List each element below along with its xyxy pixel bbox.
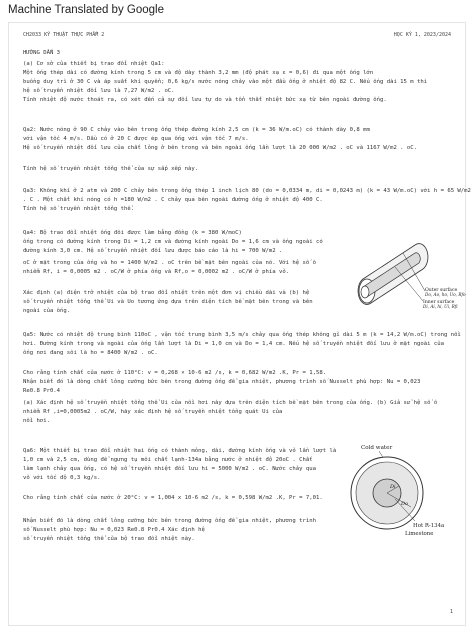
qa6-line: số truyền nhiệt tổng thể của bộ trao đổi nhiệt này. xyxy=(23,536,195,542)
limestone-label: Limestone xyxy=(405,531,434,537)
qa5-line: hơi. Đường kính trong và ngoài của ống lần lượt là Di = 1,0 cm và Do = 1,4 cm. Nếu hệ số truyền nhiệt đối lưu ở mặt ngoài của xyxy=(23,341,444,347)
hot-r134a-label: Hot R-134a xyxy=(413,523,445,529)
qa4-line: ngoài của ống. xyxy=(23,308,71,314)
outer-surface-label: Outer surface xyxy=(425,288,458,293)
qa3-line: . C . Một chất khí nóng có h =180 W/m2 . C chảy qua bên ngoài đường ống ở nhiệt độ 400 C. xyxy=(23,197,323,203)
qa5-line: Cho rằng tính chất của nước ở 110°C: v = 0,268 × 10-6 m2 /s, k = 0,682 W/m2 .K, Pr = 1,58. xyxy=(23,370,327,376)
qa1-line: (a) Cơ sở của thiết bị trao đổi nhiệt Qa1: xyxy=(23,61,165,67)
qa4-line: Qa4: Bộ trao đổi nhiệt ống đôi được làm bằng đồng (k = 380 W/moC) xyxy=(23,230,242,236)
qa6-line: Nhận biết đó là dòng chất lỏng cưỡng bức bên trong đường ống để gia nhiệt, phương trình xyxy=(23,518,316,524)
qa4-line: nhiễm Rf, i = 0,0005 m2 . oC/W ở phía ống và Rf,o = 0,0002 m2 . oC/W ở phía vỏ. xyxy=(23,269,290,275)
qa4-line: đường kính 3,0 cm. Hệ số truyền nhiệt đối lưu được báo cáo là hi = 700 W/m2 . xyxy=(23,248,283,254)
cold-water-label: Cold water xyxy=(361,445,393,451)
qa1-line: Một ống thép dài có đường kính trong 5 cm và độ dày thành 3,2 mm (độ phát xạ ε = 0,6) đi qua một ống lớn xyxy=(23,70,374,76)
qa5-line: nhiễm Rf ,i=0,0005m2 . oC/W, hãy xác định hệ số truyền nhiệt tổng quát Ui của xyxy=(23,409,283,415)
qa6-line: số Nusselt phù hợp: Nu = 0,023 Re0.8 Pr0.4 Xác định hệ xyxy=(23,527,205,533)
qa6-line: Cho rằng tính chất của nước ở 20°C: v = 1,004 x 10-6 m2 /s, k = 0,598 W/m2 .K, Pr = 7,01. xyxy=(23,495,323,501)
qa6-line: 1,0 cm và 2,5 cm, dùng để ngưng tụ môi chất lạnh-134a bằng nước ở nhiệt độ 20oC . Chất xyxy=(23,457,313,463)
di-label: Di xyxy=(390,484,396,490)
inner-surface-label: Inner surface xyxy=(423,300,455,305)
qa2-line: với vận tốc 4 m/s. Dầu có ở 20 C được ép qua ống với vận tốc 7 m/s. xyxy=(23,136,249,142)
section-title: HƯỚNG DẪN 3 xyxy=(23,50,61,56)
term-header: HỌC KỲ 1, 2023/2024 xyxy=(393,32,451,38)
double-pipe-exchanger-figure xyxy=(353,231,466,313)
qa1-line: Tính nhiệt độ nước thoát ra, có xét đến cả sự đối lưu tự do và tổn thất nhiệt bức xạ từ bên ngoài đường ống. xyxy=(23,97,387,103)
document-page xyxy=(8,22,471,626)
qa5-line: Re0.8 Pr0.4 xyxy=(23,388,61,394)
qa1-line: hệ số truyền nhiệt đối lưu là 7,27 W/m2 . oC. xyxy=(23,88,175,94)
qa6-line: làm lạnh chảy qua ống, có hệ số truyền nhiệt đối lưu hi = 5000 W/m2 . oC. Nước chảy qua xyxy=(23,466,316,472)
qa6-line: Qa6: Một thiết bị trao đổi nhiệt hai ống có thành mỏng, dài, đường kính ống và vỏ lần lượt là xyxy=(23,448,337,454)
course-header: CH2033 KỸ THUẬT THỰC PHẨM 2 xyxy=(23,32,105,38)
concentric-tube-figure xyxy=(349,441,459,539)
inner-surface-symbols: Di, Ai, hi, Ui, Rfi xyxy=(423,304,458,309)
qa4-line: Xác định (a) điện trở nhiệt của bộ trao đổi nhiệt trên một đơn vị chiều dài và (b) hệ xyxy=(23,290,310,296)
qa2-line: Qa2: Nước nóng ở 90 C chảy vào bên trong ống thép đường kính 2,5 cm (k = 36 W/m.oC) có thành dày 0,8 mm xyxy=(23,127,370,133)
qa3-line: Tính hệ số truyền nhiệt tổng thể. xyxy=(23,206,135,212)
qa5-line: Qa5: Nước có nhiệt độ trung bình 110oC , vận tốc trung bình 3,5 m/s chảy qua ống thép không gỉ dài 5 m (k = 14,2 W/m.oC) trong nồi xyxy=(23,332,461,338)
qa1-line: buồng duy trì ở 30 C và áp suất khí quyển; 0,6 kg/s nước nóng chảy vào một đầu ống ở nhiệt độ 82 C. Nếu ống dài 15 m thì xyxy=(23,79,428,85)
qa5-line: nồi hơi. xyxy=(23,418,50,424)
page-number: 1 xyxy=(449,609,453,615)
qa4-line: số truyền nhiệt tổng thể Ui và Uo tương ứng dựa trên diện tích bề mặt bên trong và bên xyxy=(23,299,313,305)
machine-translated-banner: Machine Translated by Google xyxy=(8,4,164,16)
qa2-line: Tính hệ số truyền nhiệt tổng thể của sự sắp xếp này. xyxy=(23,166,199,172)
do-label: Do xyxy=(401,501,409,507)
qa3-line: Qa3: Không khí ở 2 atm và 200 C chảy bên trong ống thép 1 inch lịch 80 (do = 0,0334 m, di = 0,0243 m) (k = 43 W/m.oC) với h = 65 W/m2 xyxy=(23,188,471,194)
qa5-line: Nhận biết đó là dòng chất lỏng cưỡng bức bên trong đường ống để gia nhiệt, phương trình số Nusselt phù hợp: Nu = 0,023 xyxy=(23,379,421,385)
qa6-line: vỏ với tốc độ 0,3 kg/s. xyxy=(23,475,101,481)
qa5-line: ống nơi đang sôi là ho = 8400 W/m2 . oC. xyxy=(23,350,158,356)
qa4-line: ống trong có đường kính trong Di = 1,2 cm và đường kính ngoài Do = 1,6 cm và ống ngoài có xyxy=(23,239,323,245)
outer-surface-symbols: Do, Ao, ho, Uo, Rfo xyxy=(425,292,466,297)
qa2-line: Hệ số truyền nhiệt đối lưu của chất lỏng ở bên trong và bên ngoài ống lần lượt là 20 000 W/m2 . oC và 1167 W/m2 . oC. xyxy=(23,145,418,151)
qa5-line: (a) Xác định hệ số truyền nhiệt tổng thể Ui của nồi hơi này dựa trên diện tích bề mặt bên trong của ống. (b) Giả sử hệ số ô xyxy=(23,400,438,406)
qa4-line: oC ở mặt trong của ống và ho = 1400 W/m2 . oC trên bề mặt bên ngoài của nó. Với hệ số ô xyxy=(23,260,316,266)
